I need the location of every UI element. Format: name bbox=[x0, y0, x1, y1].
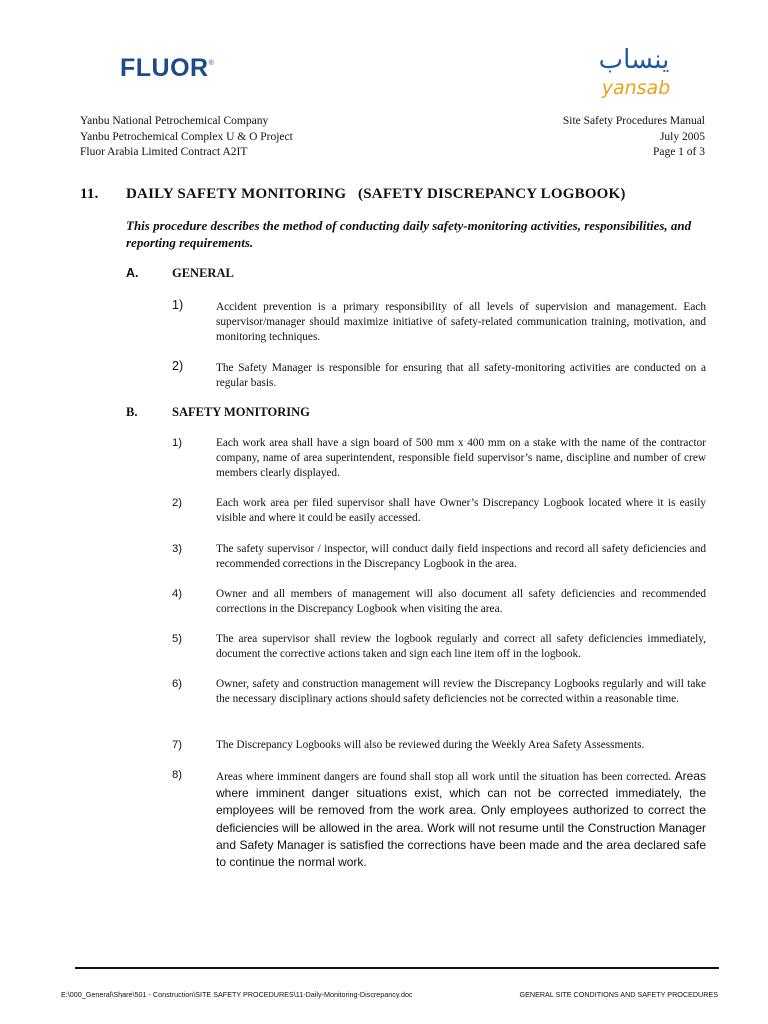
item-number: 2) bbox=[172, 497, 183, 509]
footer-file-path: E:\000_General\Share\501 - Construction\SITE SAFETY PROCEDURES\11-Daily-Monitoring-Discrepancy.doc bbox=[61, 990, 413, 999]
section-a-title: GENERAL bbox=[172, 266, 234, 280]
item-number: 6) bbox=[172, 678, 183, 690]
header-manual-block bbox=[563, 114, 705, 161]
yansab-latin-text: yansab bbox=[601, 77, 671, 99]
item-text: Owner, safety and construction management will review the Discrepancy Logbooks regularly and will take the necessary disciplinary actions should safety deficiencies not be corrected within a reasonable time. bbox=[216, 678, 706, 706]
yansab-arabic-text: ينساب bbox=[598, 45, 670, 75]
intro-paragraph: This procedure describes the method of conducting daily safety-monitoring activities, responsibilities, and reporting requirements. bbox=[126, 218, 692, 250]
header-page: Page 1 of 3 bbox=[652, 146, 705, 158]
item-text: Areas where imminent dangers are found shall stop all work until the situation has been corrected. bbox=[216, 771, 672, 783]
header-company-block bbox=[80, 114, 293, 161]
item-text: Each work area per filed supervisor shall have Owner’s Discrepancy Logbook located where it is easily visible and where it could be easily accessed. bbox=[216, 497, 706, 525]
section-a-letter: A. bbox=[126, 266, 139, 280]
item-text: Accident prevention is a primary responsibility of all levels of supervision and management. Each supervisor/manager should maximize initiative of safety-related communication training, motivation, and monitoring techniques. bbox=[216, 301, 706, 344]
item-text: The Safety Manager is responsible for ensuring that all safety-monitoring activities are conducted on a regular basis. bbox=[216, 362, 706, 390]
footer-section-title: GENERAL SITE CONDITIONS AND SAFETY PROCEDURES bbox=[519, 990, 718, 999]
item-number: 3) bbox=[172, 543, 183, 555]
item-text: The area supervisor shall review the logbook regularly and correct all safety deficiencies immediately, document the corrective actions taken and sign each line item off in the logbook. bbox=[216, 633, 706, 661]
item-number: 7) bbox=[172, 739, 183, 751]
header-manual: Site Safety Procedures Manual bbox=[562, 115, 705, 127]
item-text-continued: Areas where imminent danger situations exist, which can not be corrected immediately, the employees will be removed from the work area. Only employees authorized to correct the deficiencies will be allowed in the area. Work will not resume until the Construction Manager and Safety Manager is satisfied the corrections have been made and the area declared safe to continue the normal work. bbox=[216, 769, 706, 870]
title-text: DAILY SAFETY MONITORING (SAFETY DISCREPANCY LOGBOOK) bbox=[126, 186, 626, 202]
section-b-heading bbox=[126, 405, 310, 420]
header-project: Yanbu Petrochemical Complex U & O Project bbox=[80, 130, 293, 143]
item-number: 8) bbox=[172, 769, 183, 781]
item-text: Each work area shall have a sign board of 500 mm x 400 mm on a stake with the name of the contractor company, name of area superintendent, responsible field supervisor’s name, discipline and number of crew members clearly displayed. bbox=[216, 437, 706, 480]
item-text: The Discrepancy Logbooks will also be reviewed during the Weekly Area Safety Assessments. bbox=[216, 739, 645, 751]
item-text-block bbox=[216, 768, 706, 871]
title-number: 11. bbox=[80, 186, 99, 202]
section-b-letter: B. bbox=[126, 405, 138, 419]
item-text: Owner and all members of management will also document all safety deficiencies and recommended corrections in the Discrepancy Logbook when visiting the area. bbox=[216, 588, 706, 616]
item-number: 4) bbox=[172, 588, 183, 600]
document-title bbox=[80, 186, 626, 203]
item-number: 5) bbox=[172, 633, 183, 645]
item-text: The safety supervisor / inspector, will conduct daily field inspections and record all safety deficiencies and recommended corrections in the Discrepancy Logbook in the area. bbox=[216, 543, 706, 571]
item-number: 1) bbox=[172, 298, 184, 312]
fluor-logo-text: FLUOR bbox=[120, 54, 209, 82]
yansab-logo-graphic bbox=[578, 42, 690, 106]
footer-divider bbox=[75, 967, 719, 969]
section-a-heading bbox=[126, 266, 234, 281]
header-date: July 2005 bbox=[659, 130, 705, 143]
header-contract: Fluor Arabia Limited Contract A2IT bbox=[80, 146, 248, 158]
item-number: 2) bbox=[172, 359, 184, 373]
registered-mark: ® bbox=[208, 59, 215, 67]
header-company: Yanbu National Petrochemical Company bbox=[80, 115, 269, 127]
yansab-logo bbox=[578, 42, 690, 106]
section-b-title: SAFETY MONITORING bbox=[172, 405, 310, 419]
item-number: 1) bbox=[172, 437, 183, 449]
fluor-logo bbox=[120, 54, 214, 83]
